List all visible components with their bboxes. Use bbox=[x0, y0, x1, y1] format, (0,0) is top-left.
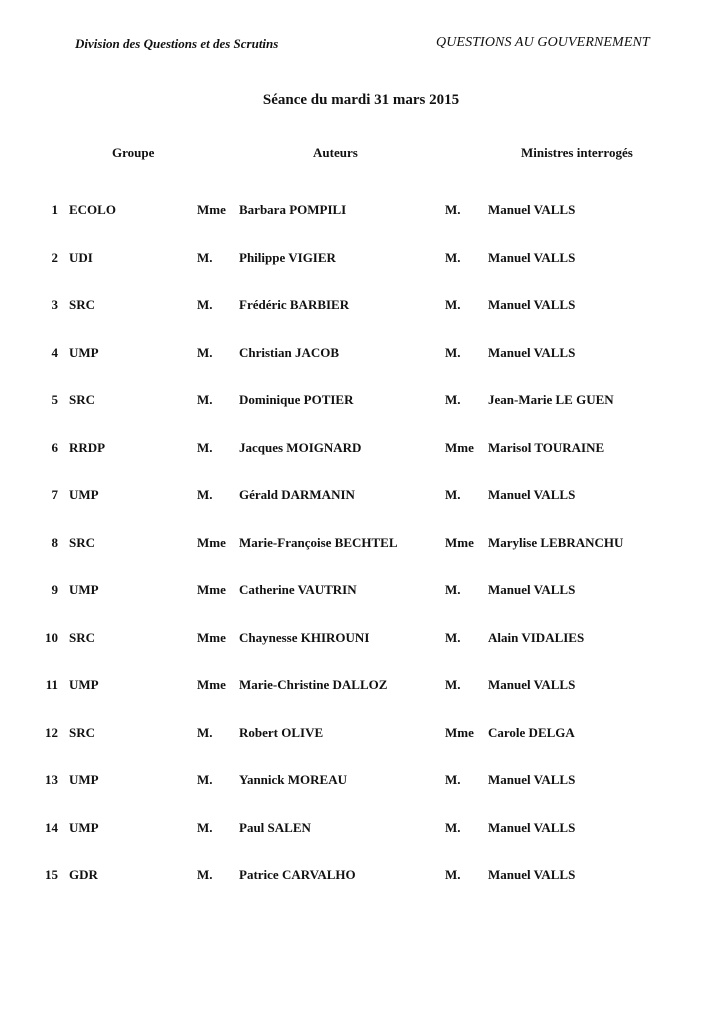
minister-title: Mme bbox=[445, 724, 474, 740]
question-row bbox=[0, 392, 722, 440]
author-name: Dominique POTIER bbox=[239, 392, 354, 407]
author-name: Christian JACOB bbox=[239, 344, 340, 360]
question-row bbox=[0, 297, 722, 345]
author-title: Mme bbox=[197, 582, 226, 597]
questions-list bbox=[0, 202, 722, 915]
author-name: Robert OLIVE bbox=[239, 724, 324, 740]
minister-title: M. bbox=[445, 249, 461, 265]
row-number: 6 bbox=[51, 439, 58, 455]
group-name: SRC bbox=[69, 724, 96, 740]
author-name: Philippe VIGIER bbox=[239, 249, 336, 265]
minister-name: Manuel VALLS bbox=[488, 772, 576, 787]
row-number: 13 bbox=[45, 772, 58, 787]
minister-title: M. bbox=[445, 392, 461, 407]
author-name: Marie-Françoise BECHTEL bbox=[239, 534, 398, 550]
minister-title: M. bbox=[445, 677, 461, 692]
author-title: Mme bbox=[197, 534, 226, 550]
group-name: SRC bbox=[69, 629, 96, 645]
row-number: 15 bbox=[45, 867, 58, 882]
group-name: SRC bbox=[69, 297, 96, 312]
question-row bbox=[0, 440, 722, 488]
minister-name: Carole DELGA bbox=[488, 724, 575, 740]
group-name: ECOLO bbox=[69, 202, 116, 217]
minister-title: M. bbox=[445, 772, 461, 787]
author-name: Frédéric BARBIER bbox=[239, 297, 350, 312]
group-name: UDI bbox=[69, 249, 93, 265]
author-title: Mme bbox=[197, 202, 226, 217]
question-row bbox=[0, 677, 722, 725]
question-row bbox=[0, 630, 722, 678]
author-name: Marie-Christine DALLOZ bbox=[239, 677, 388, 692]
author-title: M. bbox=[197, 487, 213, 502]
minister-name: Manuel VALLS bbox=[488, 867, 576, 882]
minister-name: Manuel VALLS bbox=[488, 344, 576, 360]
minister-name: Alain VIDALIES bbox=[488, 629, 585, 645]
group-name: UMP bbox=[69, 582, 99, 597]
row-number: 8 bbox=[51, 534, 58, 550]
group-name: UMP bbox=[69, 344, 99, 360]
group-name: UMP bbox=[69, 677, 99, 692]
question-row bbox=[0, 202, 722, 250]
column-header-groupe: Groupe bbox=[112, 145, 155, 160]
author-title: M. bbox=[197, 724, 213, 740]
author-name: Patrice CARVALHO bbox=[239, 867, 356, 882]
author-name: Gérald DARMANIN bbox=[239, 487, 355, 502]
minister-name: Manuel VALLS bbox=[488, 582, 576, 597]
question-row bbox=[0, 345, 722, 393]
row-number: 2 bbox=[51, 249, 58, 265]
minister-title: Mme bbox=[445, 534, 474, 550]
author-title: M. bbox=[197, 297, 213, 312]
author-title: M. bbox=[197, 819, 213, 835]
row-number: 1 bbox=[51, 202, 58, 217]
row-number: 10 bbox=[45, 629, 58, 645]
author-title: M. bbox=[197, 249, 213, 265]
minister-name: Marylise LEBRANCHU bbox=[488, 534, 624, 550]
group-name: UMP bbox=[69, 487, 99, 502]
session-title: Séance du mardi 31 mars 2015 bbox=[262, 92, 460, 108]
minister-name: Manuel VALLS bbox=[488, 819, 576, 835]
row-number: 3 bbox=[51, 297, 58, 312]
division-label: Division des Questions et des Scrutins bbox=[75, 36, 279, 51]
minister-title: M. bbox=[445, 202, 461, 217]
minister-name: Manuel VALLS bbox=[488, 677, 576, 692]
column-header-ministres: Ministres interrogés bbox=[521, 145, 633, 160]
author-name: Barbara POMPILI bbox=[239, 202, 347, 217]
row-number: 4 bbox=[51, 344, 58, 360]
row-number: 5 bbox=[51, 392, 58, 407]
minister-title: M. bbox=[445, 297, 461, 312]
minister-title: M. bbox=[445, 344, 461, 360]
minister-name: Marisol TOURAINE bbox=[488, 439, 605, 455]
question-row bbox=[0, 820, 722, 868]
author-title: M. bbox=[197, 392, 213, 407]
row-number: 12 bbox=[45, 724, 58, 740]
row-number: 11 bbox=[45, 677, 58, 692]
question-row bbox=[0, 725, 722, 773]
minister-title: Mme bbox=[445, 439, 474, 455]
question-row bbox=[0, 582, 722, 630]
minister-title: M. bbox=[445, 629, 461, 645]
minister-title: M. bbox=[445, 819, 461, 835]
minister-title: M. bbox=[445, 582, 461, 597]
row-number: 14 bbox=[45, 819, 58, 835]
column-header-auteurs: Auteurs bbox=[313, 145, 358, 160]
minister-name: Manuel VALLS bbox=[488, 487, 576, 502]
author-name: Yannick MOREAU bbox=[239, 772, 347, 787]
group-name: RRDP bbox=[69, 439, 106, 455]
author-title: Mme bbox=[197, 677, 226, 692]
group-name: SRC bbox=[69, 392, 96, 407]
minister-name: Manuel VALLS bbox=[488, 297, 576, 312]
minister-name: Jean-Marie LE GUEN bbox=[488, 392, 614, 407]
minister-title: M. bbox=[445, 487, 461, 502]
question-row bbox=[0, 535, 722, 583]
group-name: UMP bbox=[69, 819, 99, 835]
question-row bbox=[0, 772, 722, 820]
author-name: Chaynesse KHIROUNI bbox=[239, 629, 370, 645]
group-name: SRC bbox=[69, 534, 96, 550]
question-row bbox=[0, 867, 722, 915]
author-title: M. bbox=[197, 772, 213, 787]
author-name: Jacques MOIGNARD bbox=[239, 439, 362, 455]
group-name: GDR bbox=[69, 867, 98, 882]
question-row bbox=[0, 250, 722, 298]
minister-title: M. bbox=[445, 867, 461, 882]
author-title: M. bbox=[197, 867, 213, 882]
minister-name: Manuel VALLS bbox=[488, 249, 576, 265]
author-name: Paul SALEN bbox=[239, 819, 311, 835]
question-row bbox=[0, 487, 722, 535]
minister-name: Manuel VALLS bbox=[488, 202, 576, 217]
group-name: UMP bbox=[69, 772, 99, 787]
row-number: 9 bbox=[51, 582, 58, 597]
author-title: M. bbox=[197, 344, 213, 360]
author-name: Catherine VAUTRIN bbox=[239, 582, 357, 597]
author-title: Mme bbox=[197, 629, 226, 645]
author-title: M. bbox=[197, 439, 213, 455]
document-type-label: QUESTIONS AU GOUVERNEMENT bbox=[436, 35, 650, 50]
row-number: 7 bbox=[51, 487, 58, 502]
